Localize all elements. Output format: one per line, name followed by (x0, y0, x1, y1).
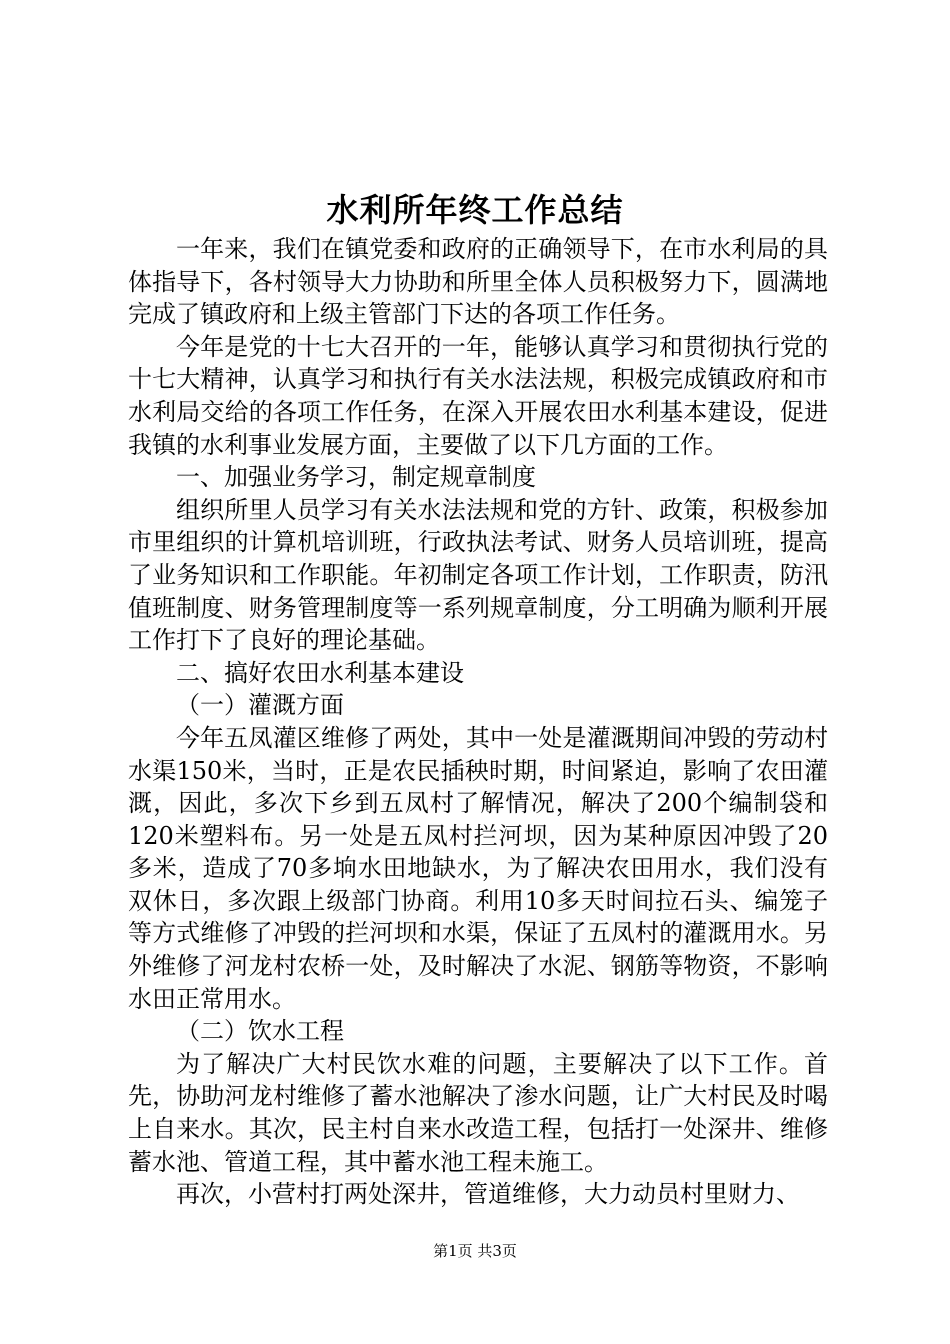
paragraph-drinking-water: 为了解决广大村民饮水难的问题，主要解决了以下工作。首先，协助河龙村维修了蓄水池解决了渗水问题，让广大村民及时喝上自来水。其次，民主村自来水改造工程，包括打一处深井、维修蓄水池、管道工程，其中蓄水池工程未施工。 (128, 1049, 828, 1176)
paragraph-intro: 一年来，我们在镇党委和政府的正确领导下，在市水利局的具体指导下，各村领导大力协助和所里全体人员积极努力下，圆满地完成了镇政府和上级主管部门下达的各项工作任务。 (128, 235, 828, 329)
subsection-heading-drinking-water: （二）饮水工程 (176, 1017, 344, 1046)
page-number: 第1页 共3页 (433, 1242, 517, 1260)
paragraph-irrigation: 今年五凤灌区维修了两处，其中一处是灌溉期间冲毁的劳动村水渠150米，当时，正是农民插秧时期，时间紧迫，影响了农田灌溉，因此，多次下乡到五凤村了解情况，解决了200个编制袋和120米塑料布。另一处是五凤村拦河坝，因为某种原因冲毁了20多米，造成了70多垧水田地缺水，为了解决农田用水，我们没有双休日，多次跟上级部门协商。利用10多天时间拉石头、编笼子等方式维修了冲毁的拦河坝和水渠，保证了五凤村的灌溉用水。另外维修了河龙村农桥一处，及时解决了水泥、钢筋等物资，不影响水田正常用水。 (128, 723, 828, 1013)
document-title: 水利所年终工作总结 (326, 191, 624, 229)
section-heading-2: 二、搞好农田水利基本建设 (176, 658, 464, 687)
subsection-heading-irrigation: （一）灌溉方面 (176, 691, 344, 720)
section-heading-1: 一、加强业务学习，制定规章制度 (176, 463, 536, 492)
paragraph-overview: 今年是党的十七大召开的一年，能够认真学习和贯彻执行党的十七大精神，认真学习和执行有关水法法规，积极完成镇政府和市水利局交给的各项工作任务，在深入开展农田水利基本建设，促进我镇的水利事业发展方面，主要做了以下几方面的工作。 (128, 332, 828, 459)
paragraph-continued: 再次，小营村打两处深井，管道维修，大力动员村里财力、 (176, 1180, 800, 1209)
document-body (128, 233, 828, 1211)
paragraph-study: 组织所里人员学习有关水法法规和党的方针、政策，积极参加市里组织的计算机培训班，行政执法考试、财务人员培训班，提高了业务知识和工作职能。年初制定各项工作计划，工作职责，防汛值班制度、财务管理制度等一系列规章制度，分工明确为顺利开展工作打下了良好的理论基础。 (128, 495, 828, 655)
